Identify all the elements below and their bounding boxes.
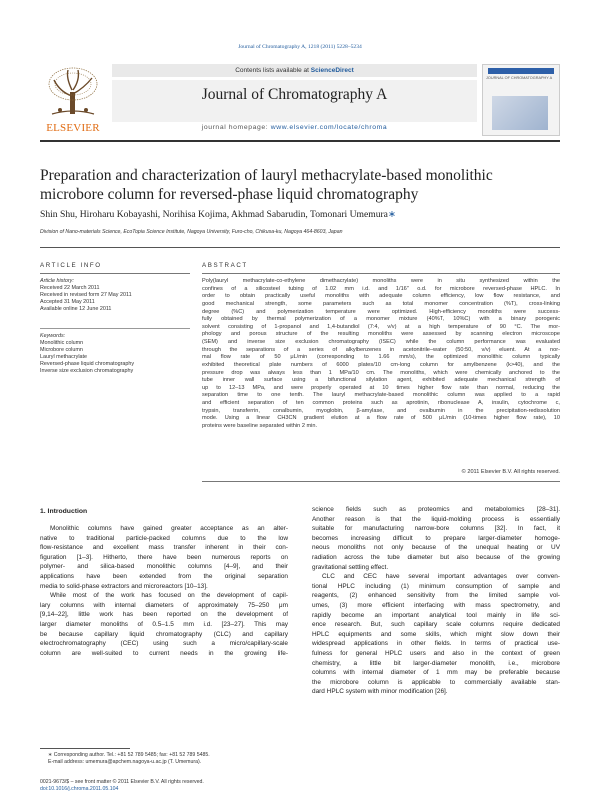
authors-text: Shin Shu, Hiroharu Kobayashi, Norihisa Kojima, Akhmad Sabarudin, Tomonari Umemura [40,209,388,220]
history-item: Received in revised form 27 May 2011 [40,292,132,299]
abstract-line: mal flow rate of 50 μL/min (corresponding to 1.66 mm/s), the optimized monolithic column typically [202,354,560,361]
abstract-line: tube inner wall surface using a bifunctional silylation agent, exhibited adequate mechanical strength of [202,377,560,384]
body-line: polymer- and silica-based monolithic columns [4–9], and their [40,563,288,571]
homepage-prefix: journal homepage: [201,124,271,131]
body-line: column are well-suited to current needs in the growing life- [40,649,288,657]
article-info-divider [40,273,190,274]
abstract-heading: ABSTRACT [202,262,248,269]
body-line: umes, (3) more efficient interfacing with mass spectrometry, and [312,601,560,609]
article-history [40,278,190,313]
body-line: HPLC equipments and some skills, which might slow down their [312,630,560,638]
body-line: neous monoliths not only because of the unequal heating or UV [312,544,560,552]
body-line: CLC and CEC have several important advantages over conven- [322,573,560,581]
corresponding-author-note: ∗ Corresponding author. Tel.: +81 52 789 5485; fax: +81 52 789 5485. [48,752,210,758]
contents-prefix: Contents lists available at [235,67,311,74]
history-item: Accepted 31 May 2011 [40,299,95,306]
doi-link[interactable]: doi:10.1016/j.chroma.2011.05.104 [40,786,119,792]
abstract-line: pressure drop was always less than 1 MPa/10 cm. The monoliths, which were chemically anchored to the [202,369,560,376]
body-line: rapidly become an important analytical tool mainly in life sci- [312,611,560,619]
body-line: the microbore column is applicable to commercially available stan- [312,678,560,686]
abstract-line: separation time to one tenth. The lauryl methacrylate-based monolithic column was applied to a rapid [202,392,560,399]
body-line: flow-resistance and excellent mass transfer inherent in their con- [40,544,288,552]
body-line: applications have been extended from the original separation [40,572,288,580]
copyright: © 2011 Elsevier B.V. All rights reserved. [461,469,560,475]
body-column-right [312,505,560,697]
title-line-1: Preparation and characterization of lauryl methacrylate-based monolithic [40,167,493,184]
cover-banner [488,68,554,74]
body-line: media to solid-phase extractors and microreactors [10–13]. [40,582,208,590]
abstract-line: proteins were baseline separated within 2 min. [202,422,318,429]
body-line: native to traditional particle-packed columns due to the low [40,534,288,542]
abstract-line: mode. Using a linear CH3CN gradient elution at a flow rate of 500 μL/min (10-times higher flow rate), 10 [202,415,560,422]
abstract-line: exhibited theoretical plate numbers of 6000 plates/10 cm-long column for amylbenzene (k>40), and the [202,361,560,368]
journal-citation: Journal of Chromatography A, 1218 (2011) 5228–5234 [238,44,362,50]
body-line: widespread applications in other fields. In terms of practical use- [312,640,560,648]
body-line: [9,14–22], little work has been reported on the development of [40,611,288,619]
body-line: figuration [1–3]. Hitherto, there have been numerous reports on [40,553,288,561]
body-line: While most of the work has focused on the development of capil- [50,592,288,600]
body-line: science fields such as proteomics and metabolomics [28–31]. [312,506,560,513]
email-note[interactable]: E-mail address: umemura@apchem.nagoya-u.ac.jp (T. Umemura). [48,759,202,765]
abstract-line: Poly(lauryl methacrylate-co-ethylene dimethacrylate) monoliths were in situ synthesized within the [202,278,560,284]
article-title [40,166,560,204]
footnote-divider [40,748,130,749]
body-line: be because capillary liquid chromatography (CLC) and capillary [40,630,288,638]
article-info-heading: ARTICLE INFO [40,262,102,269]
header-divider [40,140,560,142]
corresponding-author-mark[interactable]: ∗ [387,209,396,220]
body-line: radiation across the tube diameter but also because of the growing [312,553,560,561]
elsevier-tree-logo [46,66,100,118]
keyword: Monolithic column [40,340,84,347]
keywords-divider [40,328,190,329]
history-item: Received 22 March 2011 [40,285,100,292]
body-line: columns with internal diameter of 1 mm may be preferable because [312,669,560,677]
abstract-line: phology and porous structure of the resulting monoliths were assessed by scanning electron microscope [202,331,560,338]
contents-band [112,64,477,77]
keyword: Lauryl methacrylate [40,354,88,361]
cover-title: JOURNAL OF CHROMATOGRAPHY A [486,76,553,80]
abstract-divider [202,273,560,274]
homepage-link[interactable]: www.elsevier.com/locate/chroma [270,124,388,131]
body-line: Another reason is that the liquid-molding process is essentially [312,515,560,523]
body-line: lary columns with internal diameters of approximately 75–250 μm [40,601,288,609]
title-line-2: microbore column for reversed-phase liquid chromatography [40,186,419,203]
body-column-left [40,524,288,658]
abstract-line: through the separations of a series of alkylbenzenes in acetonitrile–water (50:50, v/v) eluent. At a nor- [202,346,560,353]
abstract-line: up to 12–13 MPa, and were properly operated at 10 times higher flow rate than normal, reducing the [202,384,560,391]
body-line: Monolithic columns have gained greater acceptance as an alter- [50,525,288,532]
abstract-line: fully obtained by thermal polymerization of a monomer mixture (40%T, 10%C) with a binary porogenic [202,316,560,323]
sciencedirect-link[interactable]: ScienceDirect [310,67,354,74]
journal-title: Journal of Chromatography A [201,86,388,103]
abstract-line: trypsin, transferrin, conalbumin, myoglobin, β-amylase, and ovalbumin in the precipitation-redissolution [202,407,560,414]
introduction-heading: 1. Introduction [40,508,88,515]
abstract-line: and efficient separation of ten common proteins such as aprotinin, ribonuclease A, insulin, cytochrome c, [202,400,560,406]
abstract-line: order to obtain practically useful monoliths with adequate column efficiency, low flow resistance, and [202,293,560,300]
abstract-text [202,278,560,431]
abstract-end-divider [202,481,560,482]
keyword: Microbore column [40,347,83,354]
elsevier-wordmark: ELSEVIER [46,122,100,134]
history-label: Article history: [40,278,74,284]
body-line: electrochromatography (CEC) using such a micro/capillary-scale [40,640,288,648]
abstract-line: solvent consisting of 1-propanol and 1,4-butandiol (7:4, v/v) at a high temperature of 90 °C. The mor- [202,323,560,330]
affiliation: Division of Nano-materials Science, EcoTopia Science Institute, Nagoya University, Furo-cho, Chikusa-ku, Nagoya 464-8603, Japan [40,229,343,235]
issn-line: 0021-9673/$ – see front matter © 2011 Elsevier B.V. All rights reserved. [40,779,204,785]
abstract-line: good mechanical strength, some parameters such as total monomer concentration (%T), cross-linking [202,300,560,307]
abstract-line: (SEM) and inverse size exclusion chromatography (ISEC) while the column performance was evaluated [202,339,560,345]
keyword: Inverse size exclusion chromatography [40,368,134,375]
body-line: fulness for general HPLC users and also in the context of green [312,649,560,657]
abstract-line: confines of a silicosteel tubing of 1.02 mm i.d. and 1/16″ o.d. for microbore reversed-phase HPLC. In [202,285,560,292]
body-line: ence research. But, such capillary scale columns require dedicated [312,621,560,629]
publication-info [40,779,300,793]
affiliation-divider [40,247,560,248]
body-line: suitable for manufacturing narrow-bore columns [32]. In fact, it [312,525,560,533]
body-line: reagents, (2) enhanced sensitivity from the limited sample vol- [312,592,560,600]
footnotes [40,752,300,766]
history-item: Available online 12 June 2011 [40,306,112,313]
body-line: becomes increasing difficult to prepare larger-diameter homoge- [312,534,560,542]
keywords [40,333,190,376]
author-list [40,209,560,220]
body-line: tional HPLC including (1) minimum consumption of sample and [312,582,560,590]
body-line: gravitational settling effect. [312,563,389,571]
body-line: larger diameter monoliths of 0.5–1.5 mm i.d. [23–27]. This may [40,620,288,628]
body-line: chemistry, a little bit larger-diameter monolith, i.e., microbore [312,659,560,667]
keyword: Reversed-phase liquid chromatography [40,361,135,368]
abstract-line: degree (%C) and polymerization temperature were optimized. High-efficiency monoliths were success- [202,308,560,315]
body-line: dard HPLC system with minor modification [26]. [312,688,448,696]
keywords-label: Keywords: [40,333,66,339]
cover-image [492,96,548,130]
journal-homepage [112,124,477,131]
